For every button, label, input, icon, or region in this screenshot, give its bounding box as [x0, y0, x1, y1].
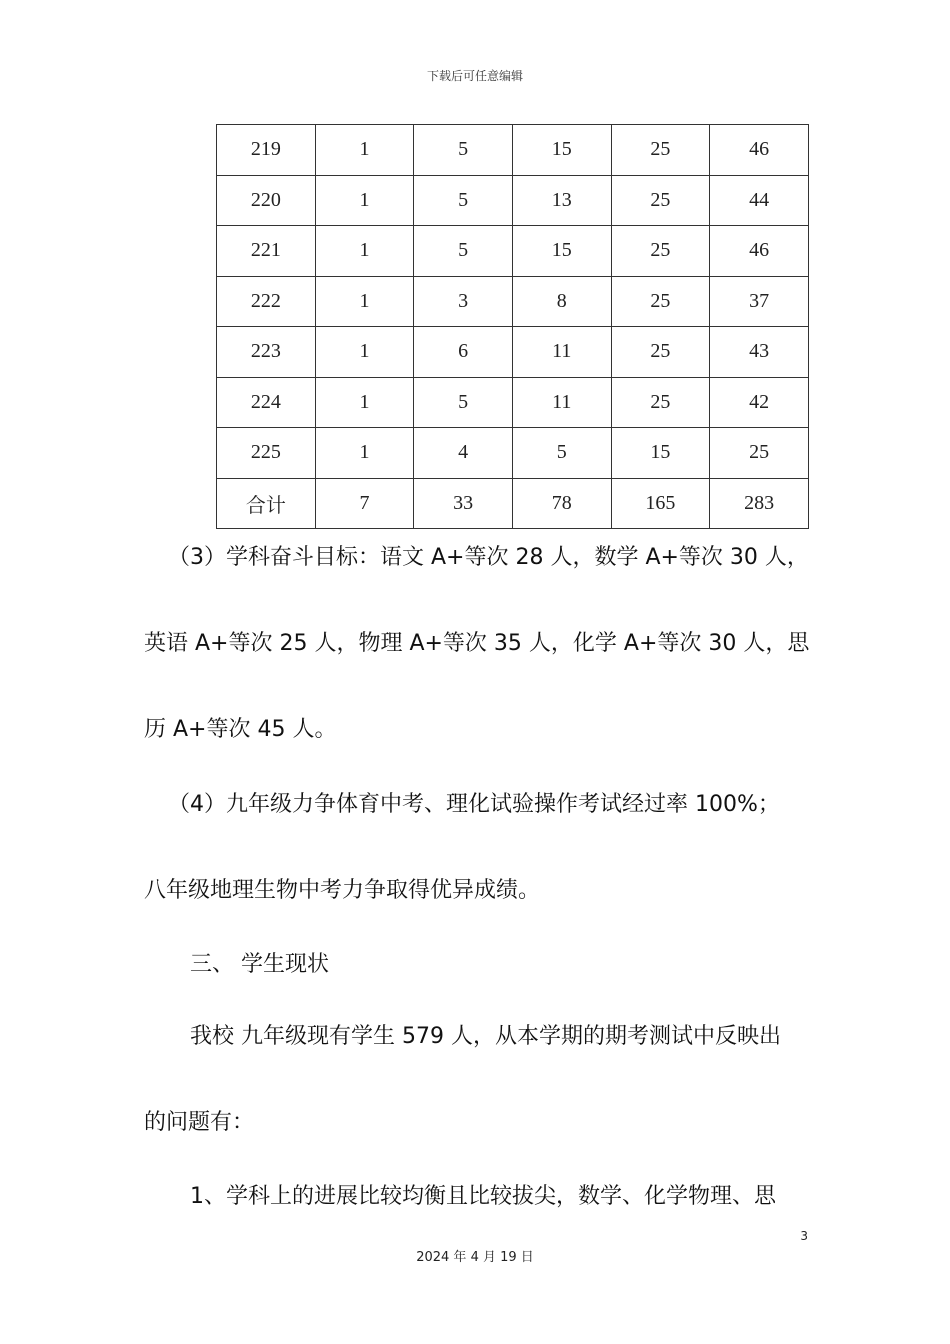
- table-cell: 1: [315, 428, 414, 479]
- table-cell: 283: [710, 478, 809, 529]
- page-footer-date: 2024 年 4 月 19 日: [416, 1250, 534, 1265]
- table-cell: 224: [217, 377, 316, 428]
- paragraph-line: 历 A+等次 45 人。: [144, 717, 337, 742]
- table-row: [217, 428, 809, 479]
- table-cell: 15: [611, 428, 710, 479]
- paragraph-line: 八年级地理生物中考力争取得优异成绩。: [144, 878, 541, 903]
- table-cell: 221: [217, 226, 316, 277]
- paragraph-line: （4）九年级力争体育中考、理化试验操作考试经过率 100%；: [168, 792, 780, 817]
- score-table: [216, 124, 809, 529]
- table-cell: 46: [710, 125, 809, 176]
- table-cell: 4: [414, 428, 513, 479]
- table-row: [217, 125, 809, 176]
- table-row: [217, 377, 809, 428]
- table-row: [217, 175, 809, 226]
- table-cell: 25: [611, 327, 710, 378]
- table-cell: 7: [315, 478, 414, 529]
- table-cell: 25: [611, 226, 710, 277]
- table-cell: 43: [710, 327, 809, 378]
- table-cell: 5: [414, 125, 513, 176]
- table-cell: 165: [611, 478, 710, 529]
- table-cell: 15: [512, 226, 611, 277]
- table-cell: 5: [414, 175, 513, 226]
- table-cell: 6: [414, 327, 513, 378]
- table-cell: 15: [512, 125, 611, 176]
- paragraph-line: 我校 九年级现有学生 579 人，从本学期的期考测试中反映出: [190, 1024, 781, 1049]
- table-cell: 220: [217, 175, 316, 226]
- table-cell: 78: [512, 478, 611, 529]
- table-cell: 8: [512, 276, 611, 327]
- table-cell: 11: [512, 377, 611, 428]
- table-cell: 42: [710, 377, 809, 428]
- table-cell: 5: [414, 226, 513, 277]
- table-cell: 25: [710, 428, 809, 479]
- table-cell: 222: [217, 276, 316, 327]
- paragraph-line: 的问题有：: [144, 1110, 255, 1135]
- table-cell: 13: [512, 175, 611, 226]
- table-cell: 25: [611, 175, 710, 226]
- table-row: [217, 327, 809, 378]
- table-cell: 37: [710, 276, 809, 327]
- table-cell: 5: [512, 428, 611, 479]
- table-cell: 25: [611, 276, 710, 327]
- table-cell: 1: [315, 226, 414, 277]
- table-cell: 33: [414, 478, 513, 529]
- table-cell: 225: [217, 428, 316, 479]
- table-cell: 25: [611, 125, 710, 176]
- table-cell-total-label: 合计: [217, 478, 316, 529]
- paragraph-line: 1、学科上的进展比较均衡且比较拔尖，数学、化学物理、思: [190, 1184, 776, 1209]
- table-cell: 223: [217, 327, 316, 378]
- paragraph-line: 英语 A+等次 25 人，物理 A+等次 35 人，化学 A+等次 30 人，思: [144, 631, 810, 656]
- table-row: [217, 226, 809, 277]
- table-cell: 3: [414, 276, 513, 327]
- page-number: 3: [800, 1229, 808, 1243]
- table-cell: 1: [315, 276, 414, 327]
- table-row-total: [217, 478, 809, 529]
- table-cell: 219: [217, 125, 316, 176]
- table-cell: 11: [512, 327, 611, 378]
- paragraph-line: （3）学科奋斗目标：语文 A+等次 28 人，数学 A+等次 30 人，: [168, 545, 809, 570]
- table-row: [217, 276, 809, 327]
- table-cell: 1: [315, 327, 414, 378]
- section-heading: 三、 学生现状: [190, 952, 329, 977]
- table-cell: 25: [611, 377, 710, 428]
- table-cell: 46: [710, 226, 809, 277]
- table-cell: 44: [710, 175, 809, 226]
- page-header: 下载后可任意编辑: [426, 69, 523, 83]
- table-cell: 1: [315, 175, 414, 226]
- table-cell: 5: [414, 377, 513, 428]
- table-cell: 1: [315, 377, 414, 428]
- table-cell: 1: [315, 125, 414, 176]
